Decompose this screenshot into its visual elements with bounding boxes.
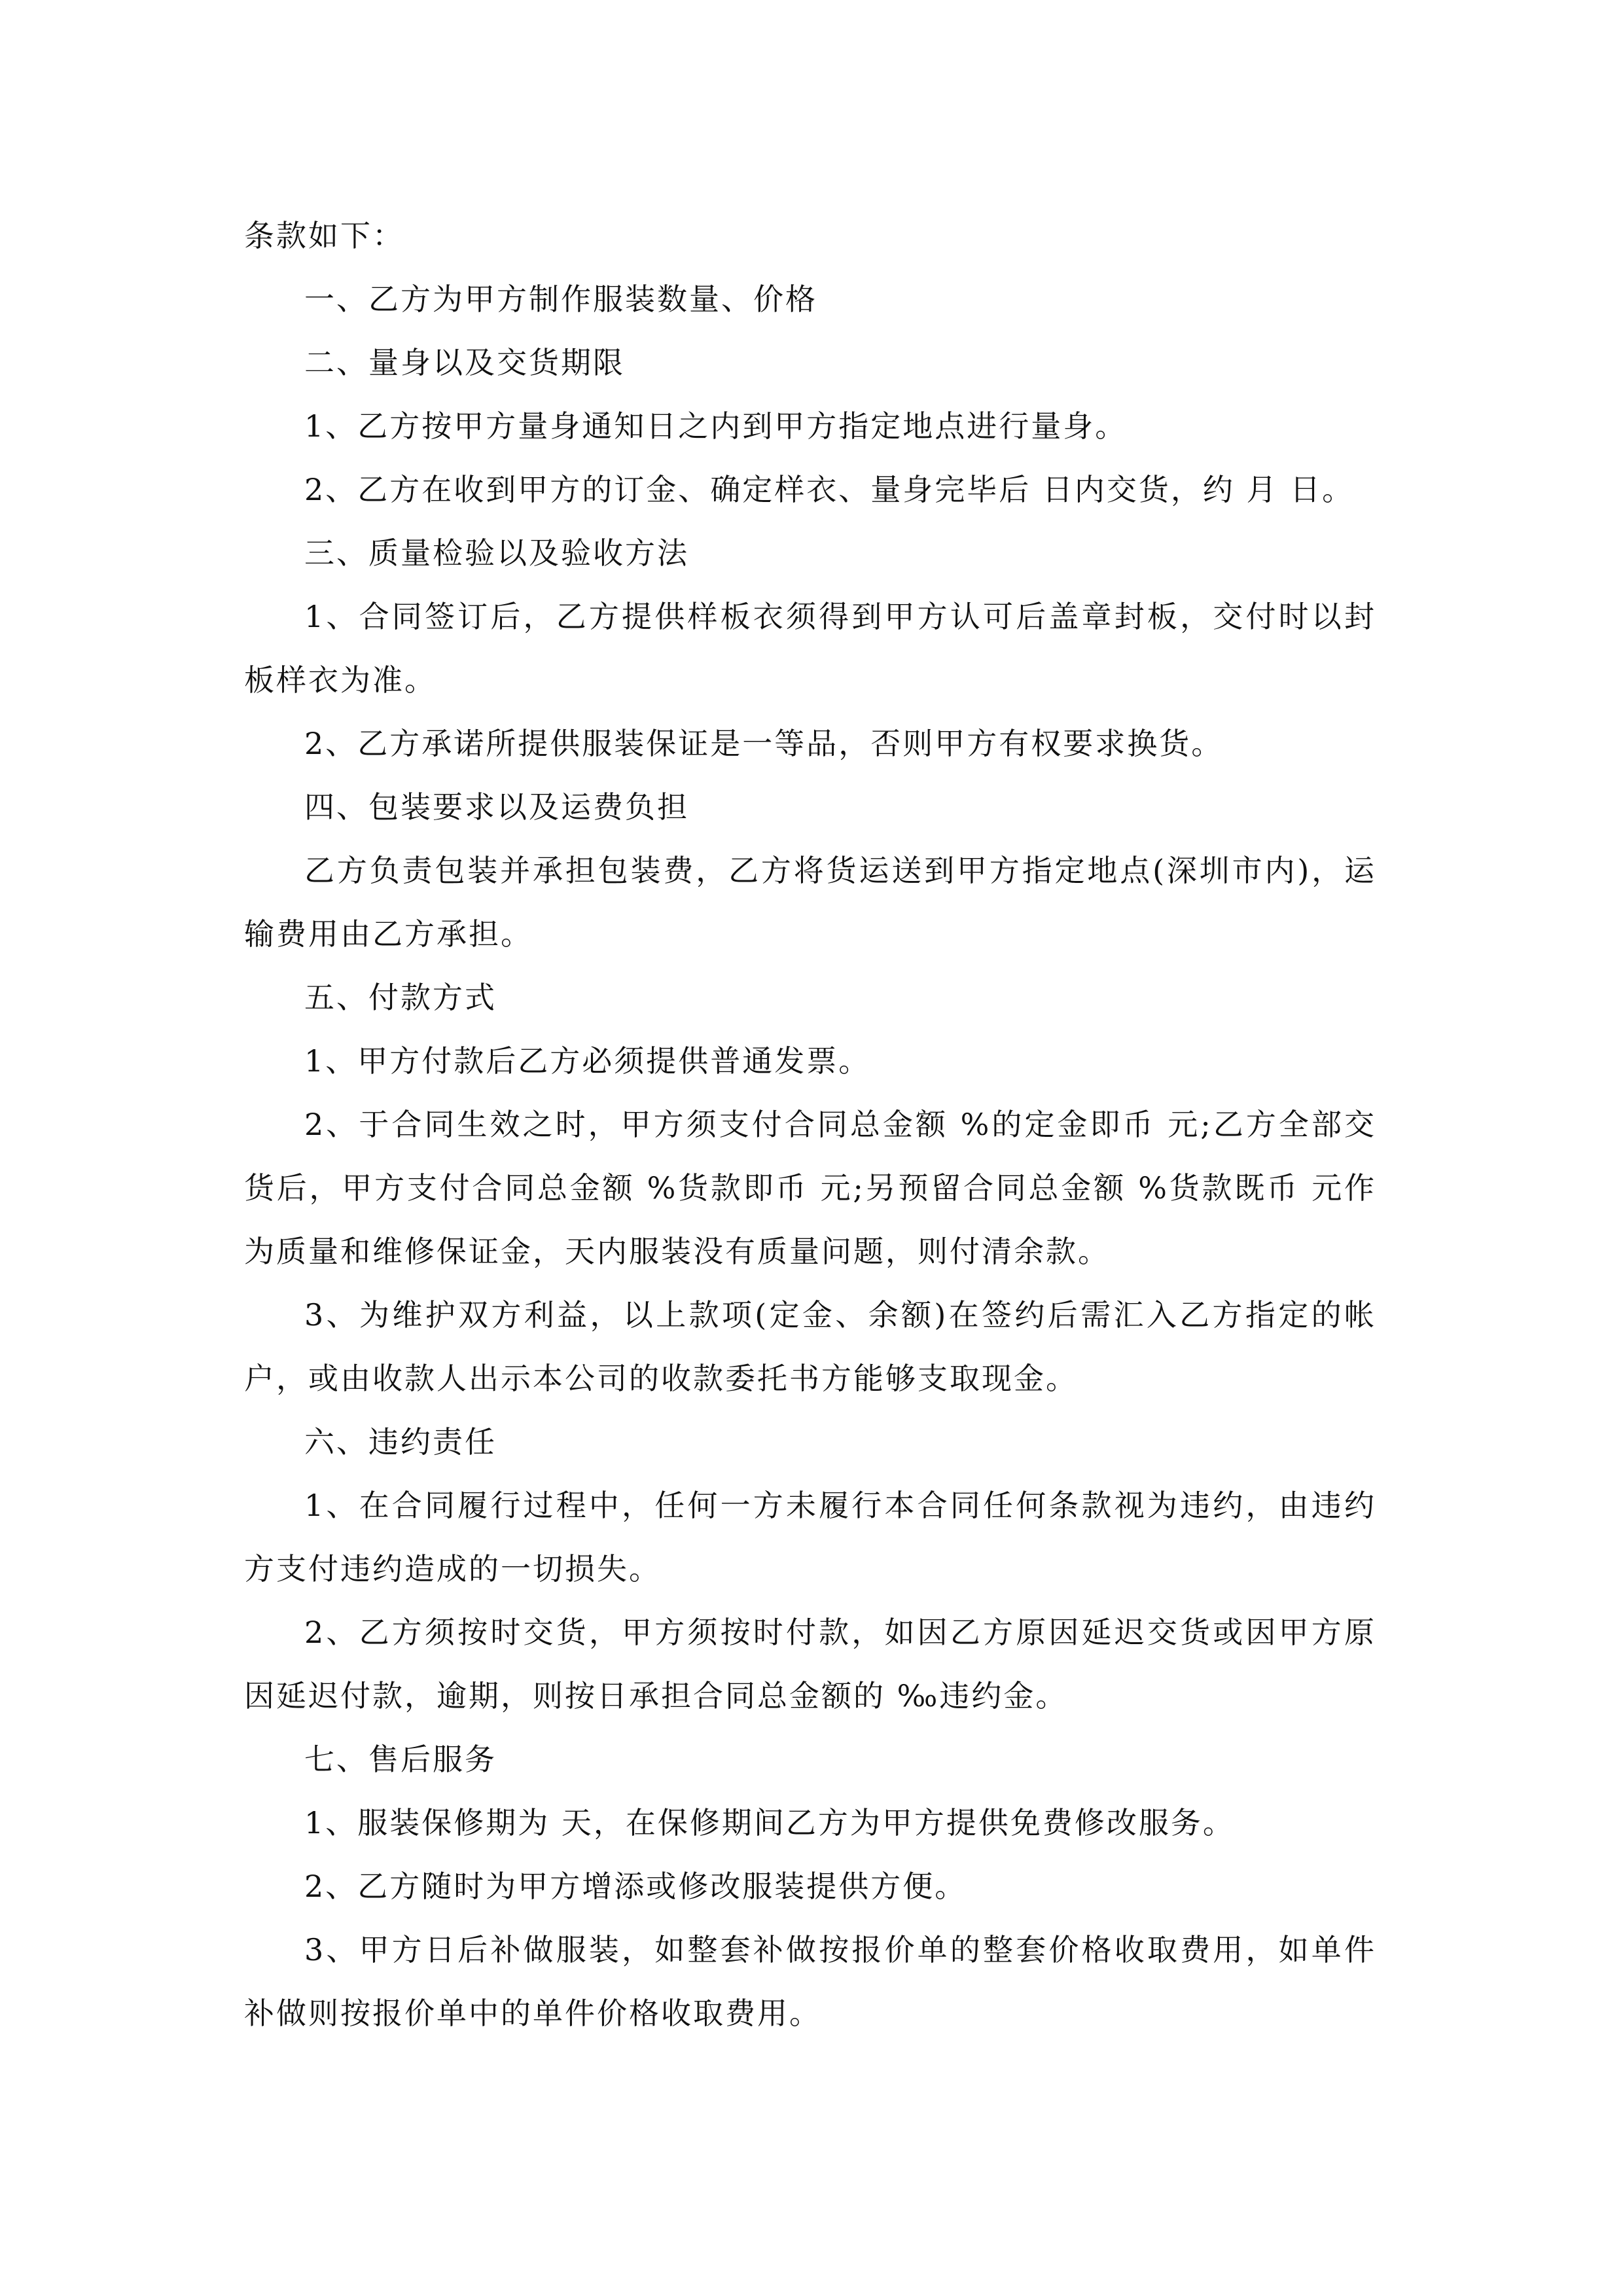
section-heading-3: 三、质量检验以及验收方法 <box>304 535 689 571</box>
clause-paragraph: 2、于合同生效之时，甲方须支付合同总金额 %的定金即币 元;乙方全部交货后，甲方支付合同总金额 %货款即币 元;另预留合同总金额 %货款既币 元作为质量和维修保证金，天内服装没有质量问题，则付清余款。 <box>244 1107 1376 1269</box>
clause-paragraph: 1、乙方按甲方量身通知日之内到甲方指定地点进行量身。 <box>304 408 1128 444</box>
clause-paragraph: 1、合同签订后，乙方提供样板衣须得到甲方认可后盖章封板，交付时以封板样衣为准。 <box>244 599 1376 698</box>
section-heading-7: 七、售后服务 <box>304 1742 497 1777</box>
clause-paragraph: 1、服装保修期为 天，在保修期间乙方为甲方提供免费修改服务。 <box>304 1805 1235 1840</box>
section-heading-5: 五、付款方式 <box>304 980 497 1015</box>
clause-paragraph: 2、乙方在收到甲方的订金、确定样衣、量身完毕后 日内交货，约 月 日。 <box>304 472 1355 507</box>
clause-paragraph: 2、乙方随时为甲方增添或修改服装提供方便。 <box>304 1869 967 1904</box>
clause-paragraph: 2、乙方承诺所提供服装保证是一等品，否则甲方有权要求换货。 <box>304 726 1224 761</box>
clause-paragraph: 1、甲方付款后乙方必须提供普通发票。 <box>304 1043 871 1079</box>
section-heading-2: 二、量身以及交货期限 <box>304 345 625 380</box>
document-body <box>244 204 1376 2045</box>
section-intro: 条款如下： <box>244 218 404 253</box>
section-heading-4: 四、包装要求以及运费负担 <box>304 789 689 825</box>
section-heading-6: 六、违约责任 <box>304 1424 497 1460</box>
clause-paragraph: 3、为维护双方利益，以上款项(定金、余额)在签约后需汇入乙方指定的帐户，或由收款人出示本公司的收款委托书方能够支取现金。 <box>244 1297 1376 1396</box>
clause-paragraph: 3、甲方日后补做服装，如整套补做按报价单的整套价格收取费用，如单件补做则按报价单中的单件价格收取费用。 <box>244 1932 1376 2031</box>
clause-paragraph: 乙方负责包装并承担包装费，乙方将货运送到甲方指定地点(深圳市内)，运输费用由乙方承担。 <box>244 853 1376 952</box>
clause-paragraph: 1、在合同履行过程中，任何一方未履行本合同任何条款视为违约，由违约方支付违约造成的一切损失。 <box>244 1488 1376 1587</box>
section-heading-1: 一、乙方为甲方制作服装数量、价格 <box>304 281 817 317</box>
clause-paragraph: 2、乙方须按时交货，甲方须按时付款，如因乙方原因延迟交货或因甲方原因延迟付款，逾期，则按日承担合同总金额的 ‰违约金。 <box>244 1615 1376 1713</box>
